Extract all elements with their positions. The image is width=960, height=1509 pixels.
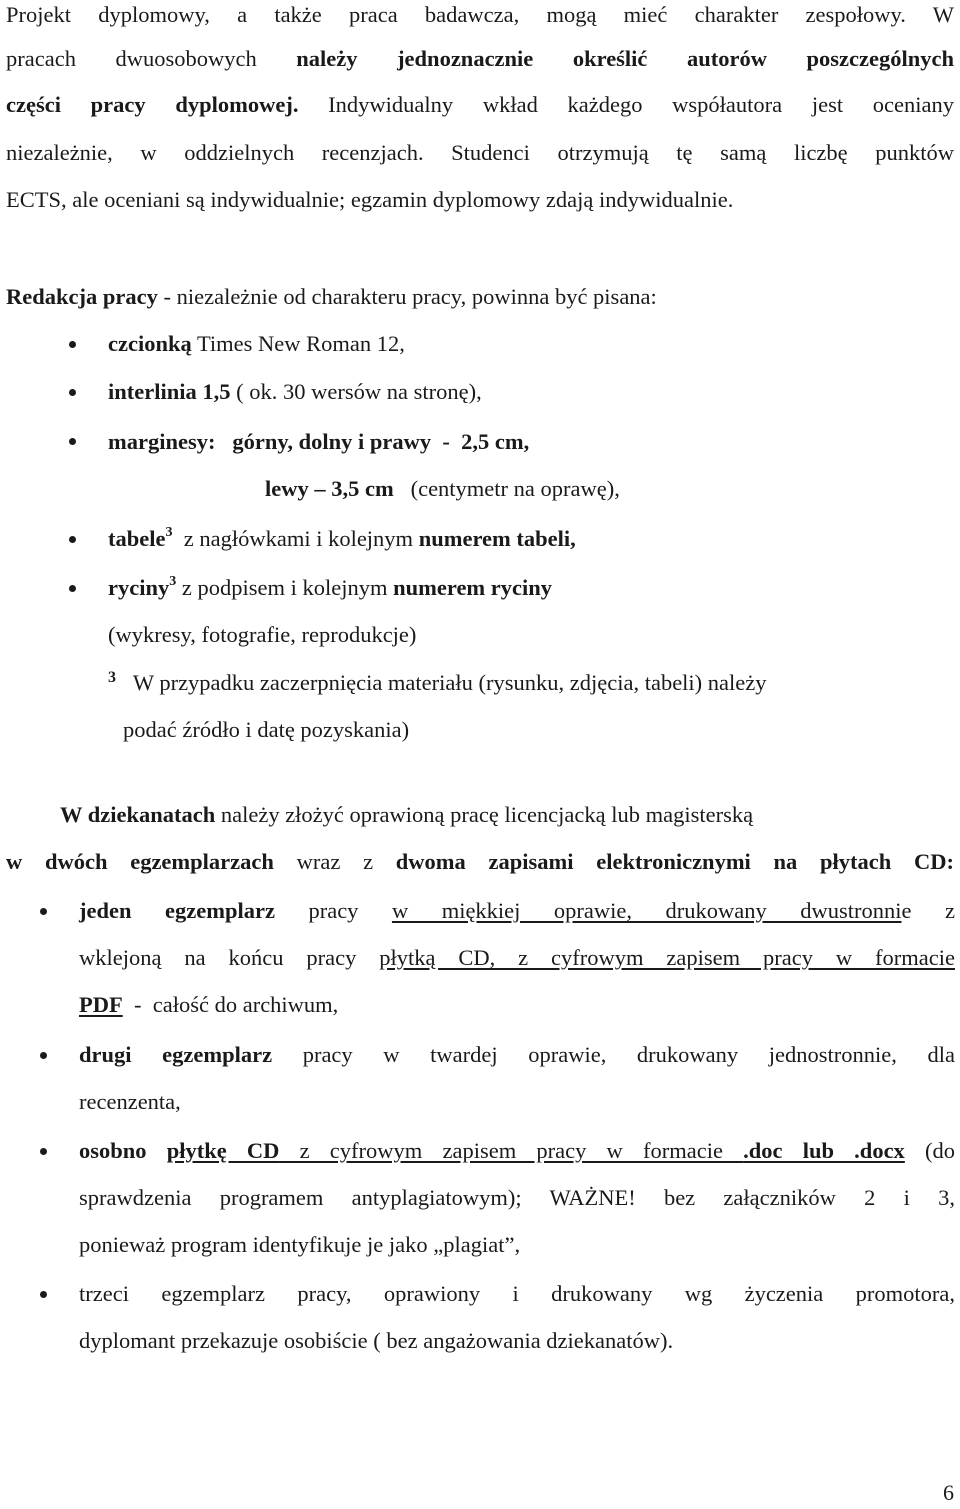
dziekanat-line: W dziekanatach należy złożyć oprawioną pracę licencjacką lub magisterską: [60, 802, 754, 827]
list-item-cont: dyplomant przekazuje osobiście ( bez angażowania dziekanatów).: [79, 1328, 674, 1353]
list-item-cont: recenzenta,: [79, 1089, 181, 1114]
list-item: tabele$^3$ z nagłówkami i kolejnym numerem tabeli,: [108, 524, 576, 551]
dziekanat-line: w dwóch egzemplarzach wraz z dwoma zapisami elektronicznymi na płytach CD:: [6, 849, 955, 874]
list-item: interlinia 1,5 ( ok. 30 wersów na stronę),: [108, 379, 482, 404]
list-item: ryciny$^3$ z podpisem i kolejnym numerem ryciny: [108, 573, 553, 600]
bullet-icon: [69, 536, 76, 543]
bullet-icon: [40, 1052, 47, 1059]
paragraph-line: części pracy dyplomowej. Indywidualny wkład każdego współautora jest oceniany: [6, 92, 954, 117]
bullet-icon: [40, 908, 47, 915]
paragraph-line: Projekt dyplomowy, a także praca badawcza, mogą mieć charakter zespołowy. W: [6, 2, 954, 27]
paragraph-line: niezależnie, w oddzielnych recenzjach. Studenci otrzymują tę samą liczbę punktów: [6, 140, 954, 165]
bullet-icon: [69, 341, 76, 348]
footnote: podać źródło i datę pozyskania): [123, 717, 410, 742]
list-item-cont: PDF - całość do archiwum,: [79, 992, 339, 1017]
list-item: marginesy: górny, dolny i prawy - 2,5 cm,: [108, 429, 530, 454]
footnote: $^3$ W przypadku zaczerpnięcia materiału (rysunku, zdjęcia, tabeli) należy: [108, 669, 767, 695]
bullet-icon: [69, 438, 76, 445]
ryciny-note: (wykresy, fotografie, reprodukcje): [108, 622, 417, 647]
bullet-icon: [40, 1148, 47, 1155]
bullet-icon: [69, 389, 76, 396]
margin-left-line: lewy – 3,5 cm (centymetr na oprawę),: [265, 476, 620, 501]
list-item: trzeci egzemplarz pracy, oprawiony i drukowany wg życzenia promotora,: [79, 1281, 955, 1306]
list-item-cont: wklejoną na końcu pracy płytką CD, z cyfrowym zapisem pracy w formacie: [79, 945, 955, 970]
list-item: drugi egzemplarz pracy w twardej oprawie, drukowany jednostronnie, dla: [79, 1042, 955, 1067]
list-item-cont: sprawdzenia programem antyplagiatowym); WAŻNE! bez załączników 2 i 3,: [79, 1185, 955, 1210]
list-item-cont: ponieważ program identyfikuje je jako „plagiat”,: [79, 1232, 521, 1257]
list-item: osobno płytkę CD z cyfrowym zapisem pracy w formacie .doc lub .docx (do: [79, 1138, 955, 1163]
redakcja-heading: Redakcja pracy - niezależnie od charakteru pracy, powinna być pisana:: [6, 284, 657, 309]
bullet-icon: [69, 585, 76, 592]
paragraph-line: pracach dwuosobowych należy jednoznacznie określić autorów poszczególnych: [6, 46, 954, 71]
list-item: czcionką Times New Roman 12,: [108, 331, 405, 356]
page-number: 6: [943, 1480, 954, 1505]
bullet-icon: [40, 1291, 47, 1298]
paragraph-line: ECTS, ale oceniani są indywidualnie; egzamin dyplomowy zdają indywidualnie.: [6, 187, 734, 212]
list-item: jeden egzemplarz pracy w miękkiej oprawie, drukowany dwustronnie z: [79, 898, 955, 923]
